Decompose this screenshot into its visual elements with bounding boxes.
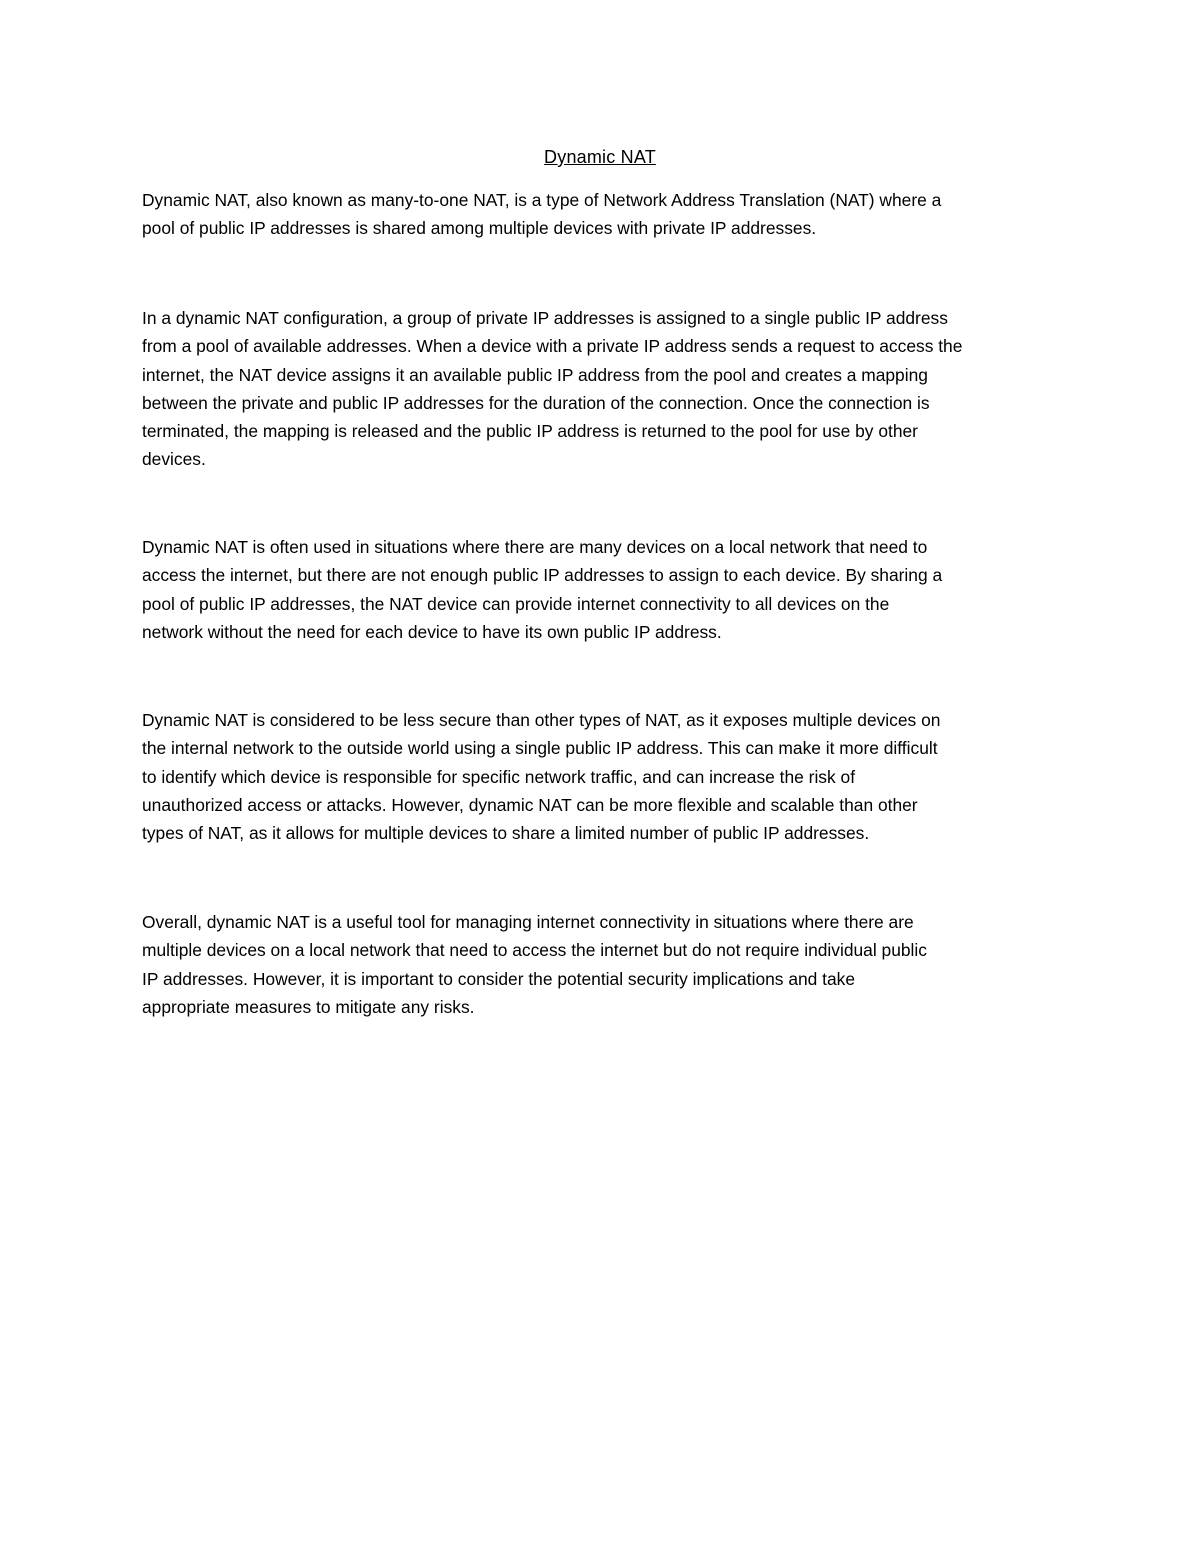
paragraph-line: from a pool of available addresses. When a device with a private IP address sends a request to access the (142, 336, 963, 357)
paragraph-line: network without the need for each device to have its own public IP address. (142, 621, 722, 642)
paragraph-line: access the internet, but there are not enough public IP addresses to assign to each device. By sharing a (142, 565, 943, 586)
paragraph-line: to identify which device is responsible for specific network traffic, and can increase the risk of (142, 766, 856, 787)
paragraph-line: the internal network to the outside world using a single public IP address. This can make it more difficult (142, 738, 938, 759)
paragraph-line: unauthorized access or attacks. However, dynamic NAT can be more flexible and scalable than other (142, 794, 918, 815)
paragraph-line: Dynamic NAT is considered to be less secure than other types of NAT, as it exposes multiple devices on (142, 710, 941, 730)
paragraph-line: IP addresses. However, it is important to consider the potential security implications and take (142, 968, 856, 989)
paragraph (142, 186, 1072, 243)
paragraph-line: Dynamic NAT, also known as many-to-one NAT, is a type of Network Address Translation (NAT) where a (142, 190, 942, 210)
paragraph-line: Overall, dynamic NAT is a useful tool for managing internet connectivity in situations where there are (142, 912, 914, 932)
paragraph (142, 533, 1072, 646)
paragraph-line: types of NAT, as it allows for multiple devices to share a limited number of public IP addresses. (142, 823, 870, 844)
paragraph-line: pool of public IP addresses, the NAT device can provide internet connectivity to all devices on the (142, 593, 890, 614)
paragraph (142, 706, 1072, 847)
paragraph-line: terminated, the mapping is released and the public IP address is returned to the pool for use by other (142, 421, 918, 442)
paragraph-line: pool of public IP addresses is shared among multiple devices with private IP addresses. (142, 218, 817, 239)
paragraph-line: Dynamic NAT is often used in situations where there are many devices on a local network that need to (142, 537, 928, 557)
paragraph-line: devices. (142, 449, 206, 470)
paragraph-line: appropriate measures to mitigate any risks. (142, 996, 475, 1017)
paragraph-line: internet, the NAT device assigns it an available public IP address from the pool and creates a mapping (142, 364, 928, 385)
paragraph-line: multiple devices on a local network that need to access the internet but do not require individual public (142, 940, 927, 961)
paragraph (142, 304, 1072, 474)
paragraph-line: In a dynamic NAT configuration, a group of private IP addresses is assigned to a single public IP address (142, 308, 948, 328)
document-title: Dynamic NAT (544, 147, 656, 167)
paragraph-line: between the private and public IP addresses for the duration of the connection. Once the connection is (142, 392, 930, 413)
paragraph (142, 908, 1072, 1021)
